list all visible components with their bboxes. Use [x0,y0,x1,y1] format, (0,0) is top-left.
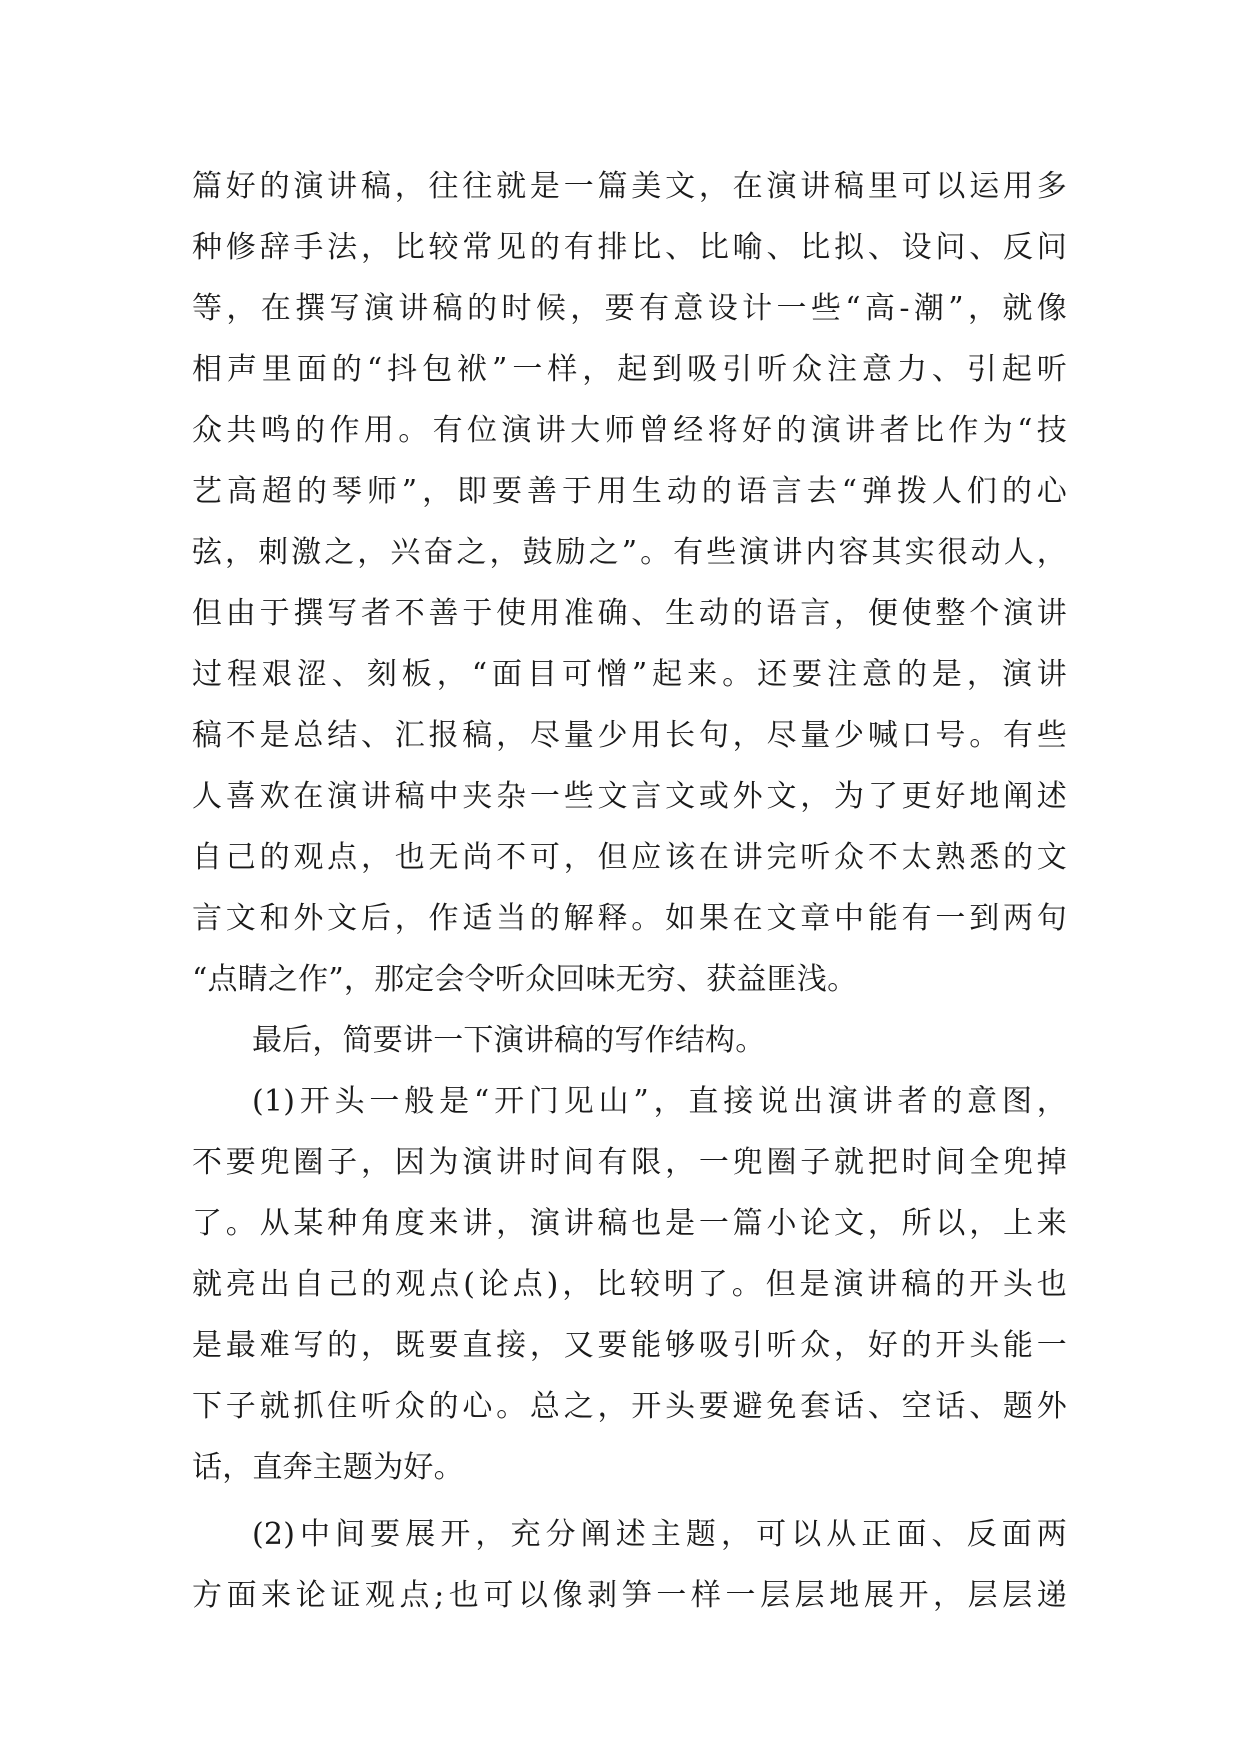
text-line: 稿不是总结、汇报稿，尽量少用长句，尽量少喊口号。有些 [192,718,1067,753]
paragraph [192,1071,1067,1498]
paragraph [192,1504,1067,1626]
text-line: 种修辞手法，比较常见的有排比、比喻、比拟、设问、反问 [192,230,1067,265]
text-line: 众共鸣的作用。有位演讲大师曾经将好的演讲者比作为“技 [192,413,1067,448]
text-line: 弦，刺激之，兴奋之，鼓励之”。有些演讲内容其实很动人， [192,535,1067,570]
text-line: 过程艰涩、刻板，“面目可憎”起来。还要注意的是，演讲 [192,657,1067,692]
text-line: 是最难写的，既要直接，又要能够吸引听众，好的开头能一 [192,1328,1067,1363]
text-line: (2)中间要展开，充分阐述主题，可以从正面、反面两 [252,1517,1067,1552]
text-line: 等，在撰写演讲稿的时候，要有意设计一些“高-潮”，就像 [192,291,1067,326]
text-line: 但由于撰写者不善于使用准确、生动的语言，便使整个演讲 [192,596,1067,631]
text-line: 言文和外文后，作适当的解释。如果在文章中能有一到两句 [192,901,1067,936]
text-line: 方面来论证观点;也可以像剥笋一样一层层地展开，层层递 [192,1578,1067,1613]
text-line: “点睛之作”，那定会令听众回味无穷、获益匪浅。 [192,962,858,997]
text-line: (1)开头一般是“开门见山”，直接说出演讲者的意图， [252,1084,1067,1119]
text-line: 话，直奔主题为好。 [192,1450,464,1485]
paragraph [192,156,1067,1010]
body-text [192,156,1067,1626]
text-line: 人喜欢在演讲稿中夹杂一些文言文或外文，为了更好地阐述 [192,779,1067,814]
text-line: 就亮出自己的观点(论点)，比较明了。但是演讲稿的开头也 [192,1267,1067,1302]
text-line: 下子就抓住听众的心。总之，开头要避免套话、空话、题外 [192,1389,1067,1424]
text-line: 艺高超的琴师”，即要善于用生动的语言去“弹拨人们的心 [192,474,1067,509]
text-line: 篇好的演讲稿，往往就是一篇美文，在演讲稿里可以运用多 [192,169,1067,204]
text-line: 自己的观点，也无尚不可，但应该在讲完听众不太熟悉的文 [192,840,1067,875]
text-line: 相声里面的“抖包袱”一样，起到吸引听众注意力、引起听 [192,352,1067,387]
paragraph [192,1010,1067,1071]
text-line: 不要兜圈子，因为演讲时间有限，一兜圈子就把时间全兜掉 [192,1145,1067,1180]
text-line: 了。从某种角度来讲，演讲稿也是一篇小论文，所以，上来 [192,1206,1067,1241]
text-line: 最后，简要讲一下演讲稿的写作结构。 [252,1023,766,1058]
